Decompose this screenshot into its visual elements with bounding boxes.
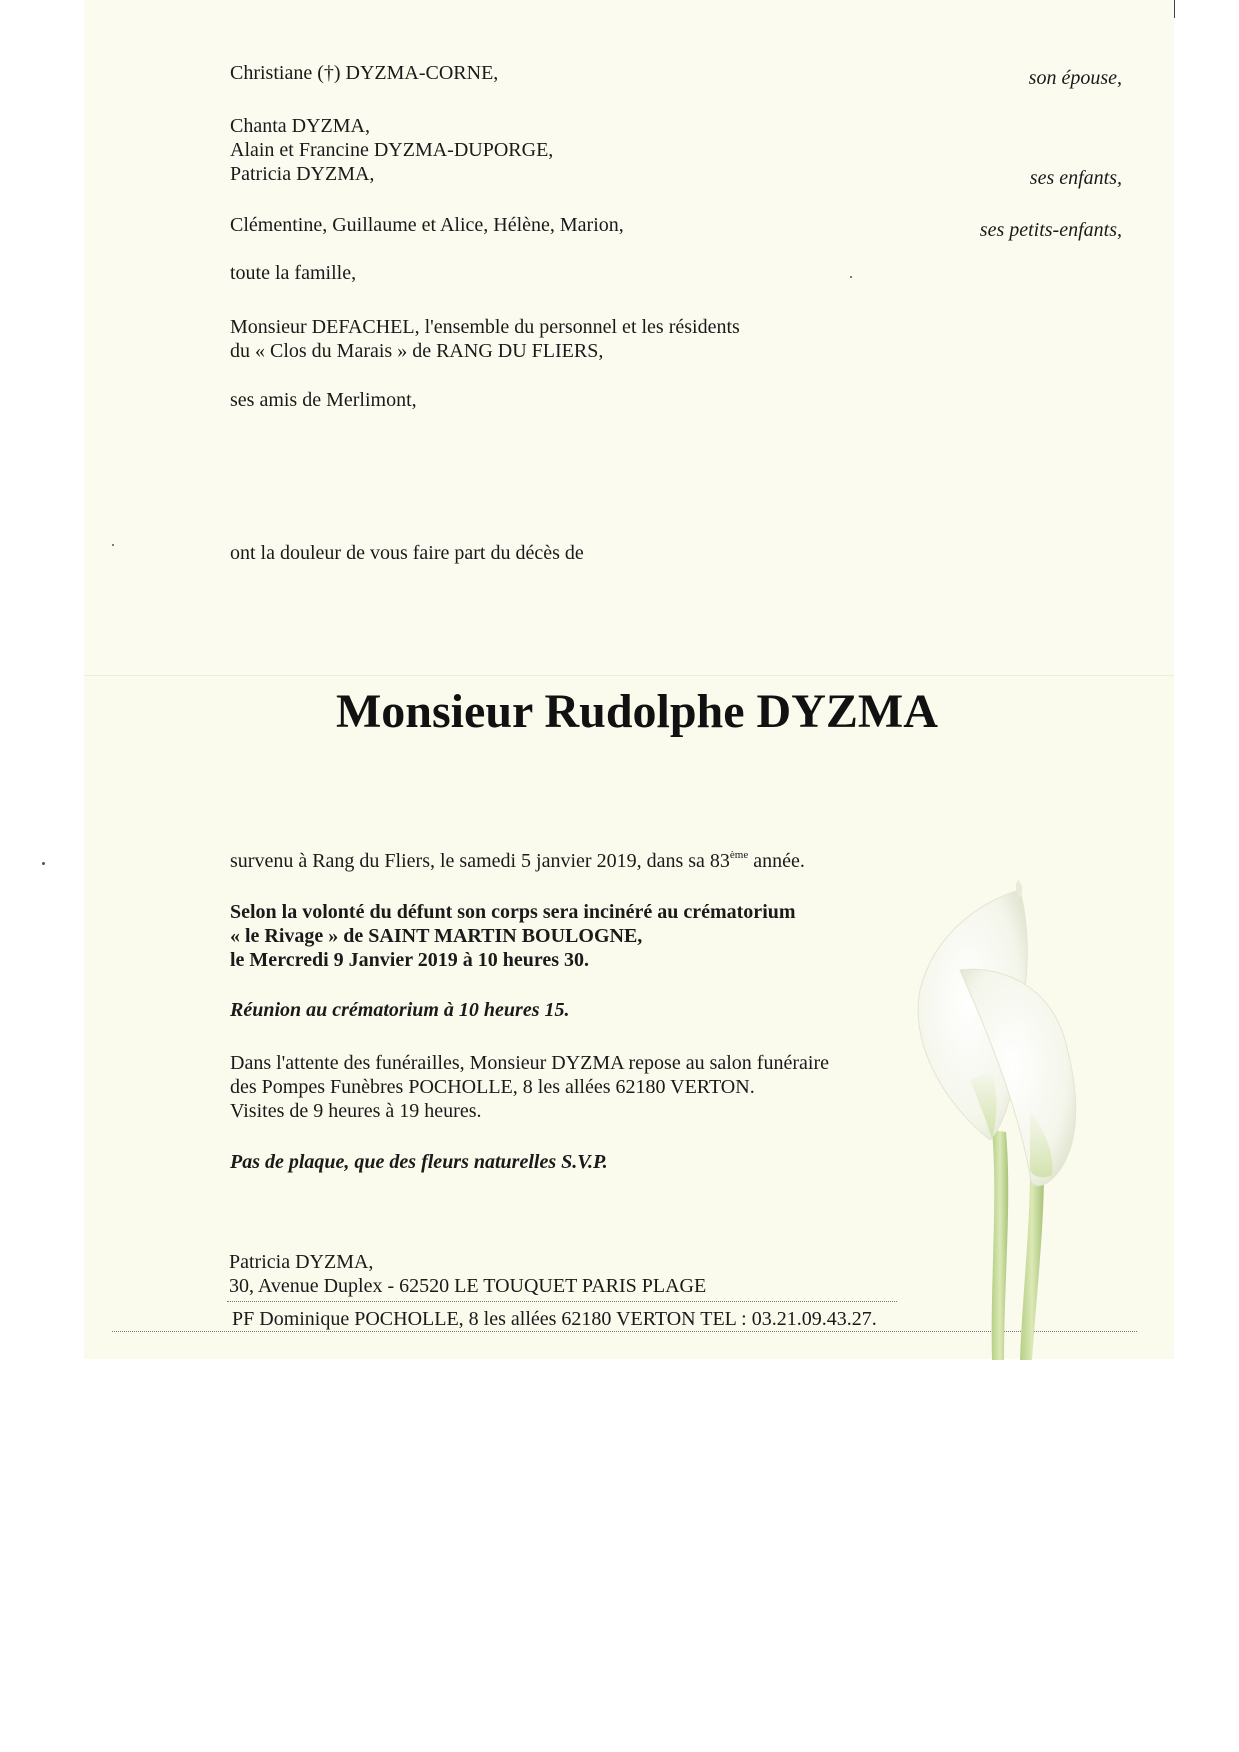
death-details [230,849,805,873]
rest-line: Visites de 9 heures à 19 heures. [230,1100,482,1122]
staff-line: du « Clos du Marais » de RANG DU FLIERS, [230,340,604,362]
children-list [230,114,553,186]
calla-lily-icon [880,870,1140,1360]
contact-name: Patricia DYZMA, [229,1251,374,1273]
scan-speck [850,276,852,278]
spouse-name: Christiane (†) DYZMA-CORNE, [230,62,499,84]
staff-block [230,315,740,363]
child-line: Chanta DYZMA, [230,115,370,137]
friends-line: ses amis de Merlimont, [230,389,417,411]
staff-line: Monsieur DEFACHEL, l'ensemble du personnel et les résidents [230,316,740,338]
contact-block [229,1250,706,1298]
children-role: ses enfants, [1029,167,1122,189]
ceremony-line: Selon la volonté du défunt son corps sera incinéré au crématorium [230,901,796,923]
ceremony-block [230,900,796,972]
address-rule [227,1301,897,1302]
scan-speck [42,862,45,865]
family-line: toute la famille, [230,262,357,284]
child-line: Alain et Francine DYZMA-DUPORGE, [230,139,554,161]
ceremony-line: « le Rivage » de SAINT MARTIN BOULOGNE, [230,925,643,947]
rest-line: Dans l'attente des funérailles, Monsieur DYZMA repose au salon funéraire [230,1052,829,1074]
death-text: survenu à Rang du Fliers, le samedi 5 janvier 2019, dans sa 83 [230,850,730,872]
grandchildren-role: ses petits-enfants, [979,219,1122,241]
scan-speck [112,544,114,546]
announcement: ont la douleur de vous faire part du décès de [230,542,584,564]
child-line: Patricia DYZMA, [230,163,375,185]
grandchildren-names: Clémentine, Guillaume et Alice, Hélène, Marion, [230,214,624,236]
rest-line: des Pompes Funèbres POCHOLLE, 8 les allées 62180 VERTON. [230,1076,755,1098]
funeral-home: PF Dominique POCHOLLE, 8 les allées 62180 VERTON TEL : 03.21.09.43.27. [232,1308,877,1330]
meeting-time: Réunion au crématorium à 10 heures 15. [230,999,570,1021]
death-superscript: ème [729,849,749,861]
death-suffix: année. [748,850,805,872]
contact-address: 30, Avenue Duplex - 62520 LE TOUQUET PARIS PLAGE [229,1275,707,1297]
flowers-note: Pas de plaque, que des fleurs naturelles S.V.P. [230,1151,608,1173]
ceremony-line: le Mercredi 9 Janvier 2019 à 10 heures 30. [230,949,590,971]
spouse-role: son épouse, [1028,67,1122,89]
deceased-name: Monsieur Rudolphe DYZMA [336,685,938,738]
rest-block [230,1051,829,1123]
